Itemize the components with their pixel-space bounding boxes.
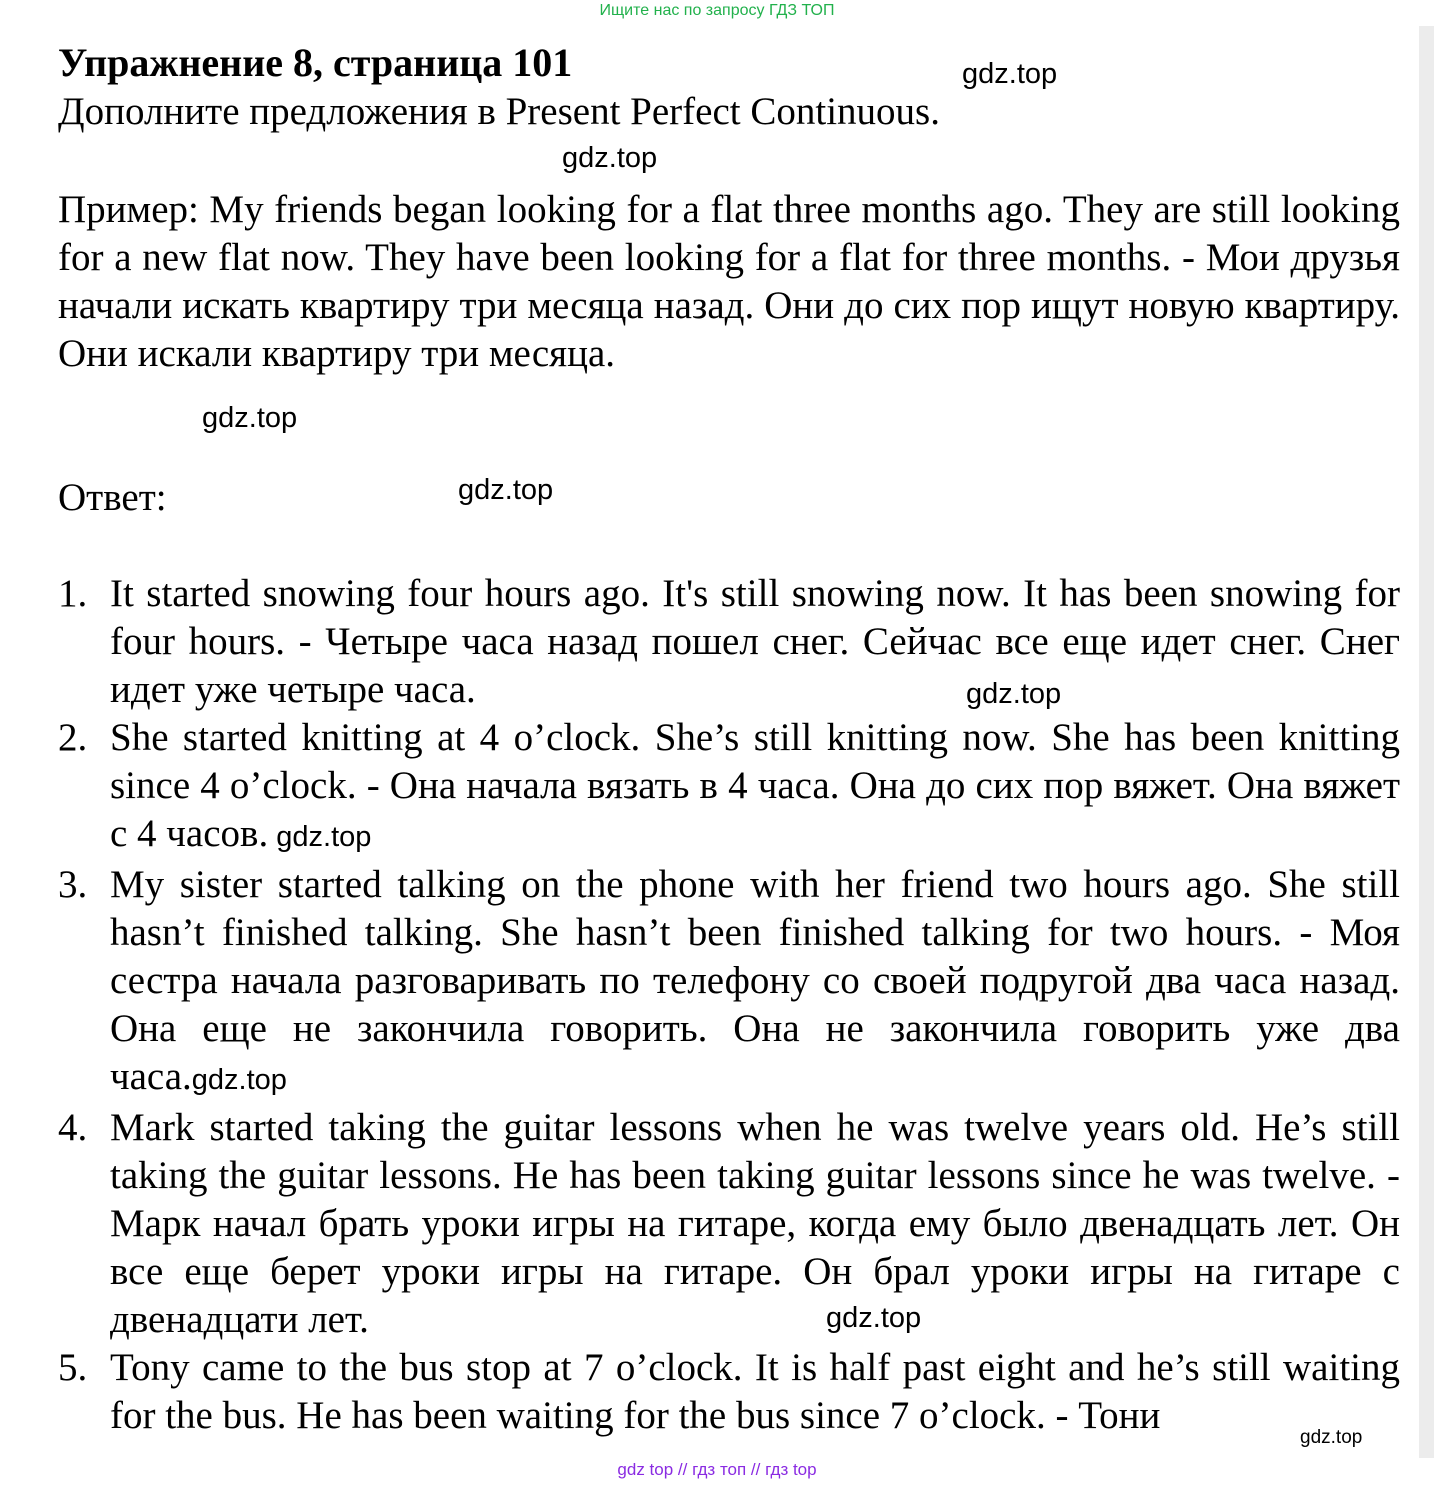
watermark: gdz.top xyxy=(458,474,554,506)
watermark: gdz.top xyxy=(962,58,1058,90)
watermark: gdz.top xyxy=(1300,1427,1363,1448)
item-number: 1. xyxy=(58,572,88,615)
instruction: Дополните предложения в Present Perfect Continuous. xyxy=(58,90,940,133)
watermark: gdz.top xyxy=(268,821,372,853)
answer-list xyxy=(58,570,1400,1440)
watermark: gdz.top xyxy=(966,678,1062,710)
answer-label: Ответ: xyxy=(58,476,167,519)
watermark: gdz.top xyxy=(202,402,298,434)
item-text: My sister started talking on the phone with her friend two hours ago. She still hasn’t finished talking. She hasn’t been finished talking for two hours. - Моя сестра начала разговаривать по телефону со своей подругой два часа назад. Она еще не закончила говорить. Она не закончила говорить уже два часа. xyxy=(110,863,1400,1098)
item-text: She started knitting at 4 o’clock. She’s still knitting now. She has been knitting since 4 o’clock. - Она начала вязать в 4 часа. Она до сих пор вяжет. Она вяжет с 4 часов. xyxy=(110,716,1400,855)
page-title: Упражнение 8, страница 101 xyxy=(58,40,573,85)
item-number: 4. xyxy=(58,1106,88,1149)
watermark: gdz.top xyxy=(191,1064,287,1096)
watermark: gdz.top xyxy=(562,142,658,174)
list-item xyxy=(58,861,1400,1104)
list-item xyxy=(58,714,1400,861)
top-banner: Ищите нас по запросу ГДЗ ТОП xyxy=(599,2,835,19)
list-item xyxy=(58,1104,1400,1344)
list-item xyxy=(58,570,1400,714)
scrollbar-track[interactable] xyxy=(1419,26,1434,1458)
item-text: Mark started taking the guitar lessons when he was twelve years old. He’s still taking the guitar lessons. He has been taking guitar lessons since he was twelve. - Марк начал брать уроки игры на гитаре, когда ему было двенадцать лет. Он все еще берет уроки игры на гитаре. Он брал уроки игры на гитаре с двенадцати лет. xyxy=(110,1106,1400,1341)
list-item xyxy=(58,1344,1400,1440)
item-number: 3. xyxy=(58,863,88,906)
item-number: 2. xyxy=(58,716,88,759)
item-number: 5. xyxy=(58,1346,88,1389)
footer-watermark: gdz top // гдз топ // гдз top xyxy=(617,1460,817,1479)
item-text: Tony came to the bus stop at 7 o’clock. It is half past eight and he’s still waiting for the bus. He has been waiting for the bus since 7 o’clock. - Тони xyxy=(110,1346,1400,1437)
item-text: It started snowing four hours ago. It's still snowing now. It has been snowing for four hours. - Четыре часа назад пошел снег. Сейчас все еще идет снег. Снег идет уже четыре часа. xyxy=(110,572,1400,711)
example-paragraph: Пример: My friends began looking for a flat three months ago. They are still looking for a new flat now. They have been looking for a flat for three months. - Мои друзья начали искать квартиру три месяца назад. Они до сих пор ищут новую квартиру. Они искали квартиру три месяца. xyxy=(58,188,1400,375)
watermark: gdz.top xyxy=(826,1302,922,1334)
